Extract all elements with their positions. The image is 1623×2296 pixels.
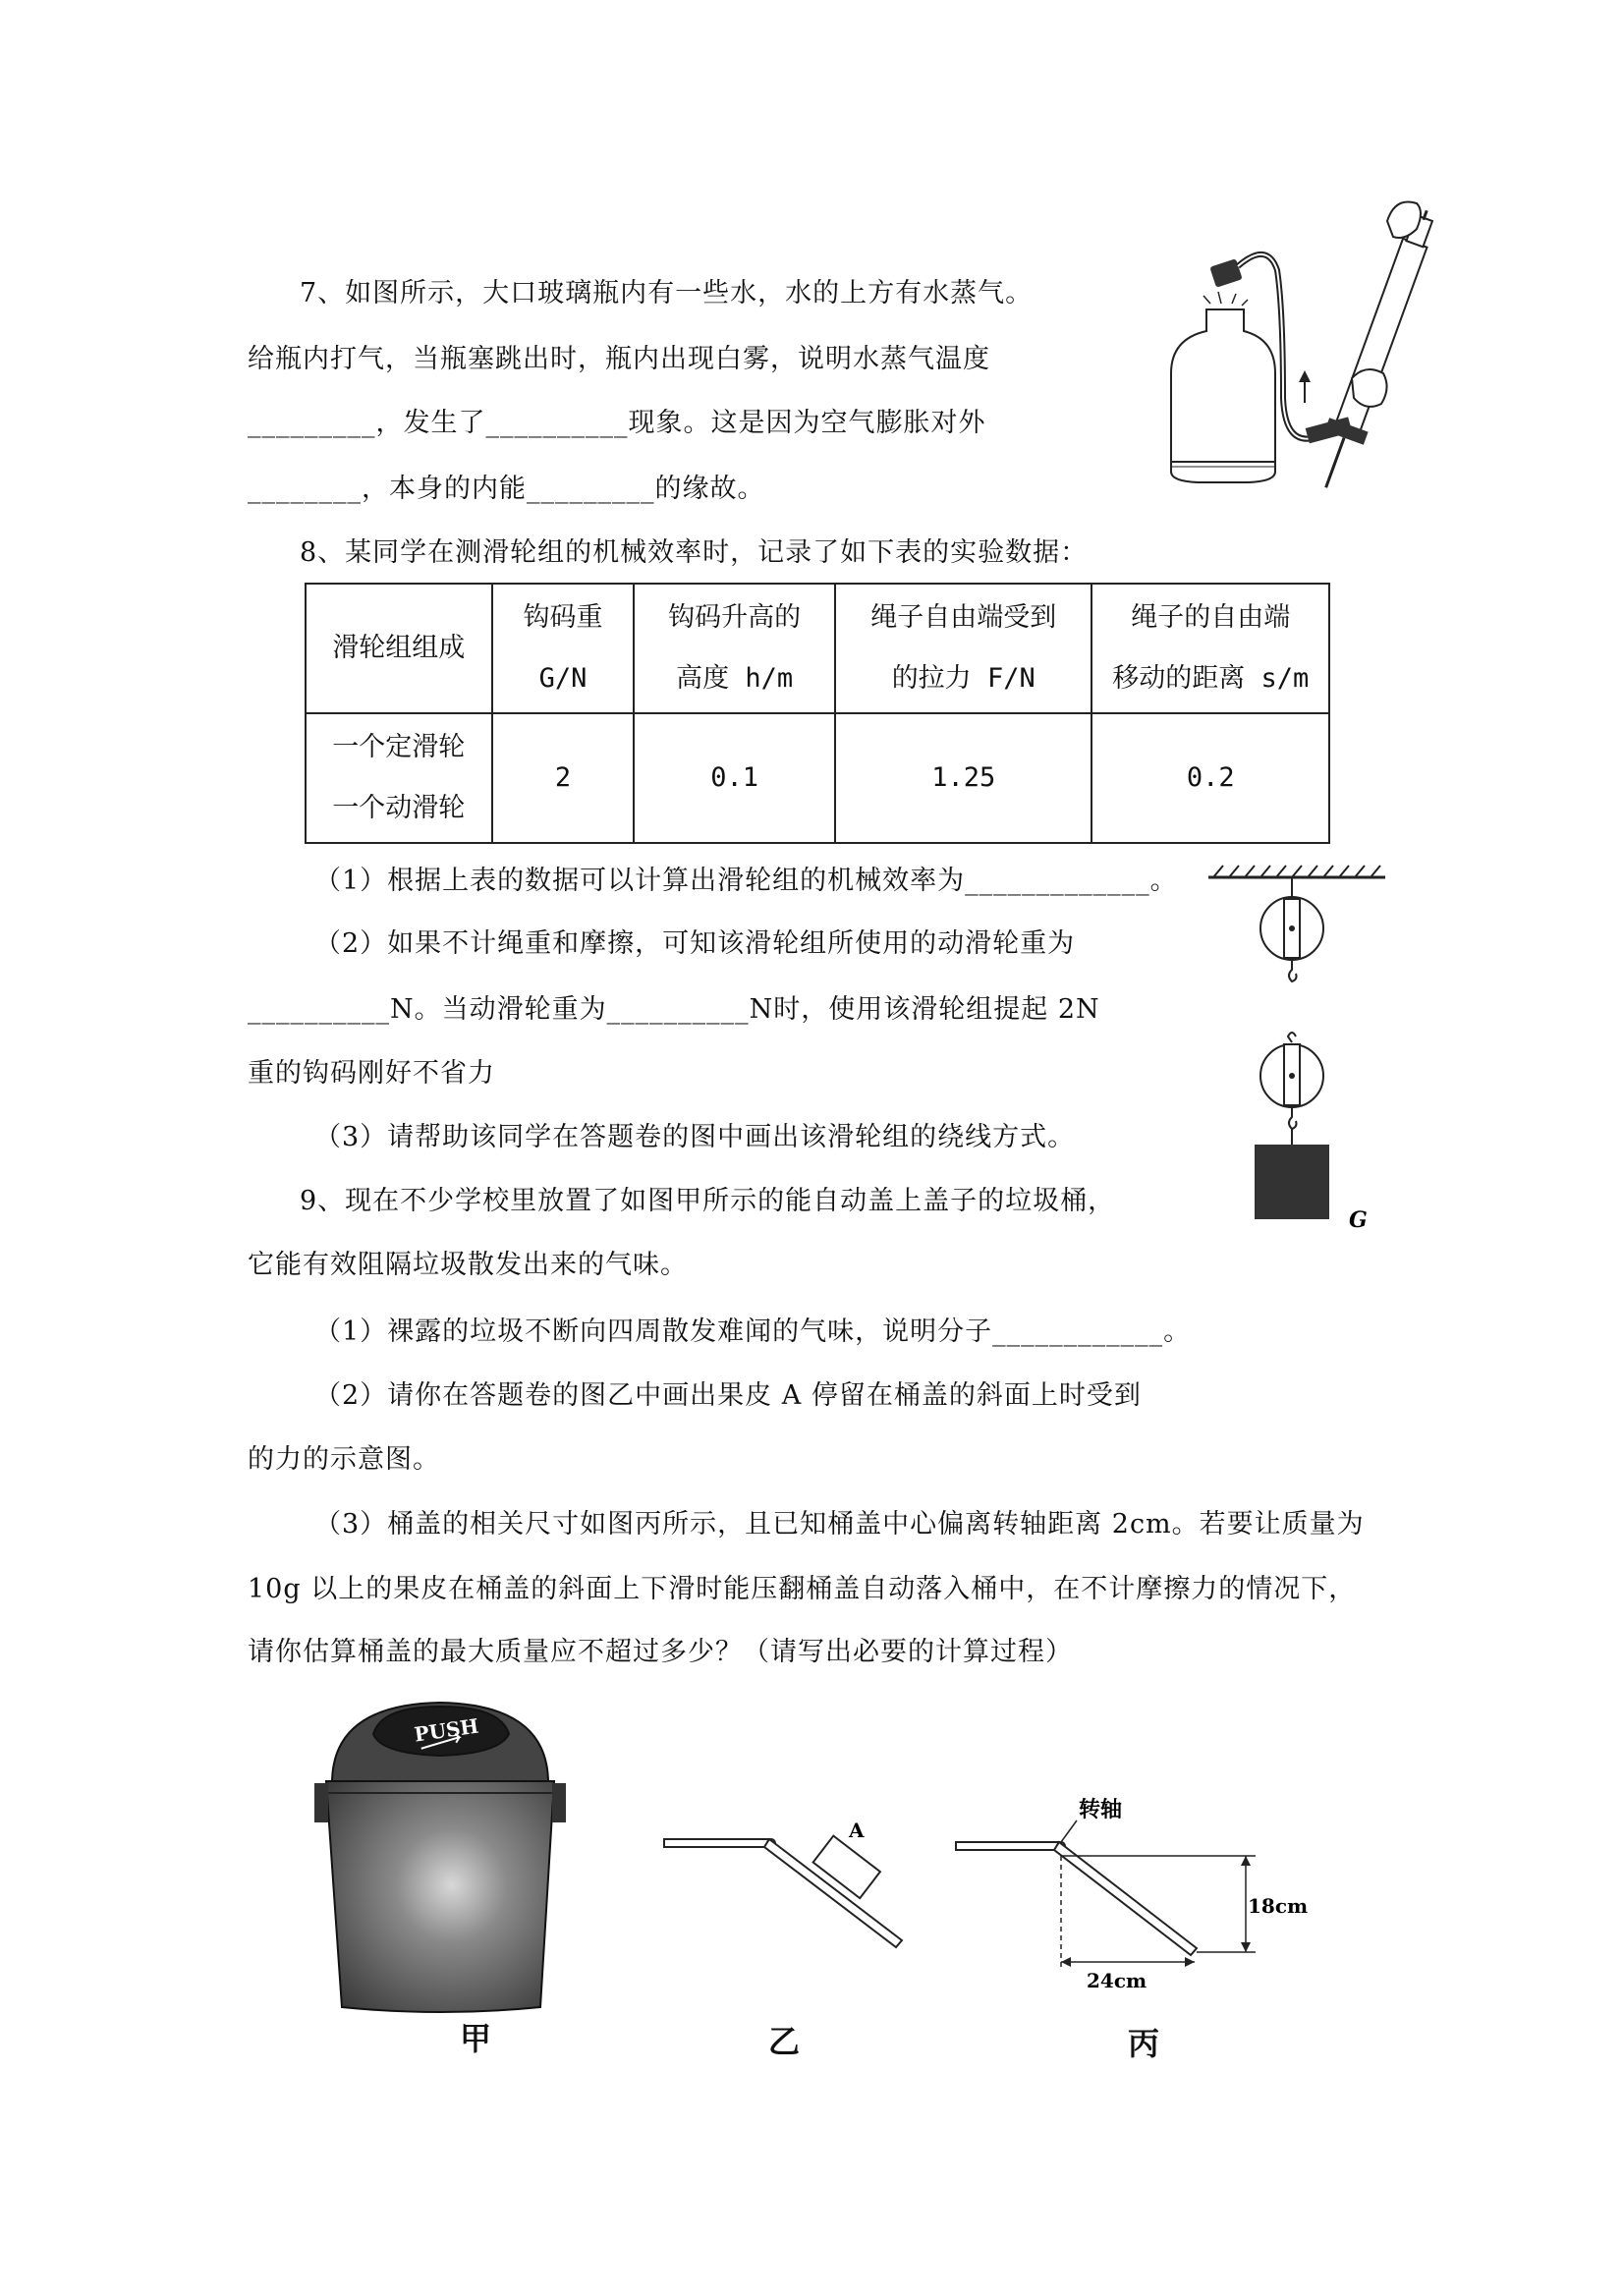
table-header-cell: 钩码重 G/N (492, 584, 635, 713)
q9-line-1: 9、现在不少学校里放置了如图甲所示的能自动盖上盖子的垃圾桶， (300, 1186, 1116, 1216)
figure-caption-yi: 乙 (768, 2023, 801, 2060)
q9-part-2a: （2）请你在答题卷的图乙中画出果皮 A 停留在桶盖的斜面上时受到 (314, 1380, 1142, 1411)
table-cell: 2 (492, 713, 635, 843)
table-header-cell: 滑轮组组成 (306, 584, 492, 713)
table-cell: 一个定滑轮 一个动滑轮 (306, 713, 492, 843)
lid-with-peel-figure (656, 1808, 931, 1985)
table-cell: 0.1 (634, 713, 835, 843)
table-header-row (306, 584, 1329, 713)
table-row (306, 713, 1329, 843)
q9-part-2b: 的力的示意图。 (248, 1444, 440, 1475)
experiment-data-table (305, 583, 1330, 844)
q8-intro: 8、某同学在测滑轮组的机械效率时，记录了如下表的实验数据： (300, 537, 1089, 568)
glass-bottle-icon (1171, 309, 1275, 482)
table-header-cell: 绳子自由端受到 的拉力 F/N (835, 584, 1092, 713)
weight-label: G (1349, 1207, 1368, 1233)
table-header-cell: 钩码升高的 高度 h/m (634, 584, 835, 713)
q8-part-2a: （2）如果不计绳重和摩擦，可知该滑轮组所使用的动滑轮重为 (314, 928, 1076, 959)
weight-block-icon (1255, 1145, 1329, 1219)
q9-part-1: （1）裸露的垃圾不断向四周散发难闻的气味，说明分子____________。 (314, 1316, 1192, 1347)
q8-part-1: （1）根据上表的数据可以计算出滑轮组的机械效率为_____________。 (314, 866, 1178, 896)
trash-can-figure (312, 1695, 568, 2019)
q8-part-2b: __________N。当动滑轮重为__________N时，使用该滑轮组提起 2N (248, 994, 1100, 1025)
q9-part-3a: （3）桶盖的相关尺寸如图丙所示，且已知桶盖中心偏离转轴距离 2cm。若要让质量为 (314, 1509, 1365, 1540)
q9-line-2: 它能有效阻隔垃圾散发出来的气味。 (248, 1250, 688, 1280)
q7-line-3: _________，发生了__________现象。这是因为空气膨胀对外 (248, 408, 986, 438)
q7-line-4: ________，本身的内能_________的缘故。 (248, 474, 765, 504)
height-dimension-label: 18cm (1248, 1894, 1309, 1918)
table-header-cell: 绳子的自由端 移动的距离 s/m (1091, 584, 1329, 713)
width-dimension-label: 24cm (1087, 1969, 1147, 1992)
hand-bottom-icon (1352, 369, 1387, 407)
q8-part-2c: 重的钩码刚好不省力 (248, 1058, 495, 1089)
q8-part-3: （3）请帮助该同学在答题卷的图中画出该滑轮组的绕线方式。 (314, 1122, 1076, 1152)
q9-part-3b: 10g 以上的果皮在桶盖的斜面上下滑时能压翻桶盖自动落入桶中，在不计摩擦力的情况下， (248, 1574, 1357, 1604)
figure-caption-bing: 丙 (1128, 2025, 1160, 2062)
table-cell: 0.2 (1091, 713, 1329, 843)
q7-line-2: 给瓶内打气，当瓶塞跳出时，瓶内出现白雾，说明水蒸气温度 (248, 344, 990, 374)
peel-label-A: A (849, 1819, 865, 1842)
q9-part-3c: 请你估算桶盖的最大质量应不超过多少？（请写出必要的计算过程） (248, 1637, 1073, 1667)
trash-can-icon (326, 1781, 554, 2012)
table-cell: 1.25 (835, 713, 1092, 843)
axis-label: 转轴 (1079, 1797, 1123, 1822)
pulley-figure (1203, 860, 1390, 1253)
q7-line-1: 7、如图所示，大口玻璃瓶内有一些水，水的上方有水蒸气。 (300, 278, 1034, 308)
lid-dimensions-figure (951, 1797, 1309, 1999)
figure-caption-jia: 甲 (460, 2020, 492, 2057)
push-label: PUSH (413, 1713, 480, 1747)
bottle-pump-figure (1159, 201, 1454, 486)
